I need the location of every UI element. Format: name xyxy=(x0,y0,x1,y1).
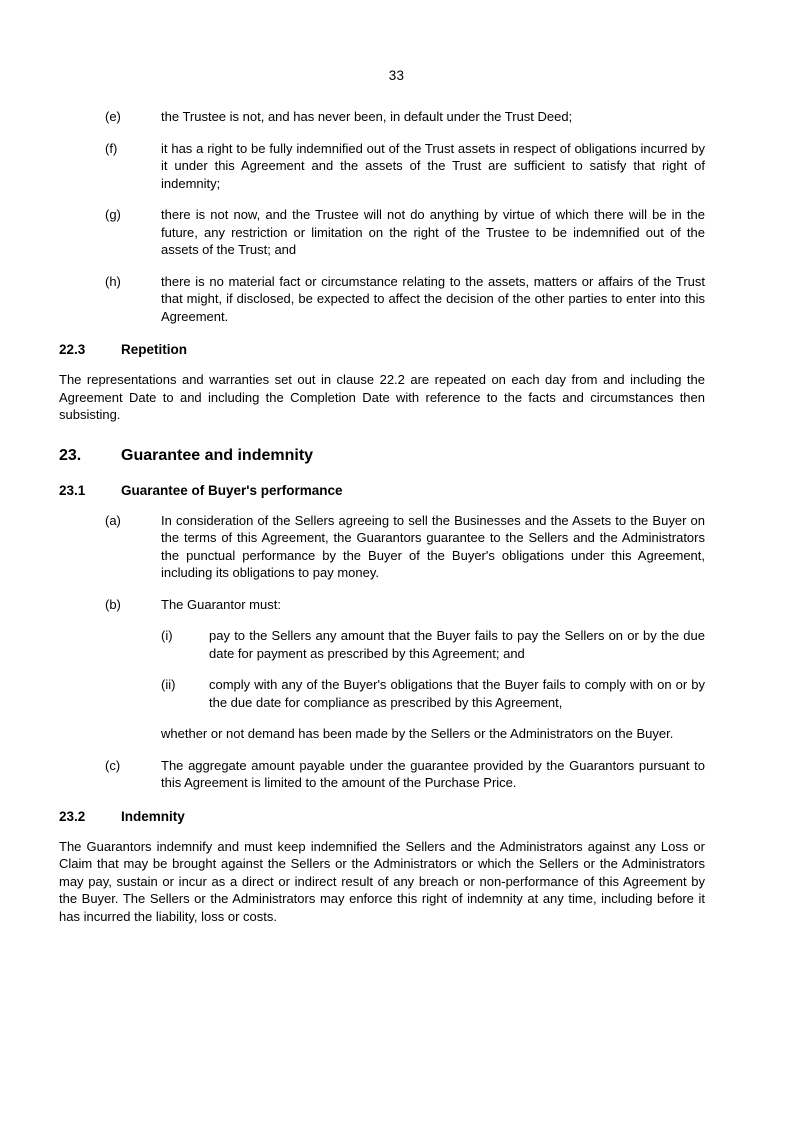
list-item-marker: (i) xyxy=(161,628,173,643)
list-item-marker: (f) xyxy=(105,140,118,156)
clause-number: 23. xyxy=(59,446,82,464)
clause-number: 23.2 xyxy=(59,808,86,824)
clause-title: Repetition xyxy=(121,342,187,357)
list-item-text: In consideration of the Sellers agreeing to sell the Businesses and the Assets to the Buyer on the terms of this Agreement, the Guarantors guarantee to the Sellers and the Administrators the punctual performance by the Buyer of the Buyer's obligations under this Agreement, including its obligations to pay money. xyxy=(161,512,705,580)
list-item-marker: (c) xyxy=(105,757,121,773)
clause-heading-23-1 xyxy=(59,482,705,500)
list-item-marker: (ii) xyxy=(161,677,176,692)
document-body xyxy=(59,108,705,939)
clause-heading-22-3 xyxy=(59,341,705,359)
list-item xyxy=(105,512,705,582)
list-item xyxy=(105,140,705,193)
clause-continuation-paragraph: whether or not demand has been made by the Sellers or the Administrators on the Buyer. xyxy=(161,726,674,741)
list-item xyxy=(105,108,705,126)
list-item xyxy=(105,757,705,792)
list-item xyxy=(161,676,705,711)
list-item-text: there is not now, and the Trustee will not do anything by virtue of which there will be in the future, any restriction or limitation on the right of the Trustee to be indemnified out of the assets of the Trust; and xyxy=(161,207,705,257)
clause-number: 22.3 xyxy=(59,342,86,357)
list-item-marker: (b) xyxy=(105,596,121,612)
clause-title: Indemnity xyxy=(121,808,185,824)
list-item-marker: (g) xyxy=(105,207,121,222)
clause-title: Guarantee of Buyer's performance xyxy=(121,482,343,498)
list-item-text: The aggregate amount payable under the guarantee provided by the Guarantors pursuant to this Agreement is limited to the amount of the Purchase Price. xyxy=(161,757,705,790)
list-item xyxy=(105,596,705,614)
clause-heading-23 xyxy=(59,446,705,466)
list-item-text: it has a right to be fully indemnified out of the Trust assets in respect of obligations incurred by it under this Agreement and the assets of the Trust are sufficient to satisfy that right of indemnity; xyxy=(161,140,705,191)
page-number: 33 xyxy=(388,68,405,83)
list-item-text: the Trustee is not, and has never been, in default under the Trust Deed; xyxy=(161,109,573,124)
clause-title: Guarantee and indemnity xyxy=(121,446,314,464)
list-item xyxy=(105,206,705,259)
clause-number: 23.1 xyxy=(59,482,86,498)
list-item-marker: (a) xyxy=(105,512,121,528)
list-item-text: comply with any of the Buyer's obligations that the Buyer fails to comply with on or by the due date for compliance as prescribed by this Agreement, xyxy=(209,677,705,710)
clause-heading-23-2 xyxy=(59,808,705,826)
list-item-marker: (h) xyxy=(105,273,121,289)
clause-paragraph: The representations and warranties set out in clause 22.2 are repeated on each day from and including the Agreement Date to and including the Completion Date with reference to the facts and circumstances then subsisting. xyxy=(59,372,705,422)
list-item xyxy=(161,627,705,662)
list-item-marker: (e) xyxy=(105,109,121,124)
clause-paragraph: The Guarantors indemnify and must keep indemnified the Sellers and the Administrators against any Loss or Claim that may be brought against the Sellers or the Administrators or which the Sellers or the Administrators may pay, sustain or incur as a direct or indirect result of any breach or non-performance of this Agreement by the Buyer. The Sellers or the Administrators may enforce this right of indemnity at any time, including before it has incurred the liability, loss or costs. xyxy=(59,838,705,924)
list-item-text: The Guarantor must: xyxy=(161,596,281,612)
list-item xyxy=(105,273,705,326)
list-item-text: there is no material fact or circumstance relating to the assets, matters or affairs of the Trust that might, if disclosed, be expected to affect the decision of the other parties to enter into this Agreement. xyxy=(161,273,705,324)
list-item-text: pay to the Sellers any amount that the Buyer fails to pay the Sellers on or by the due date for payment as prescribed by this Agreement; and xyxy=(209,628,705,661)
